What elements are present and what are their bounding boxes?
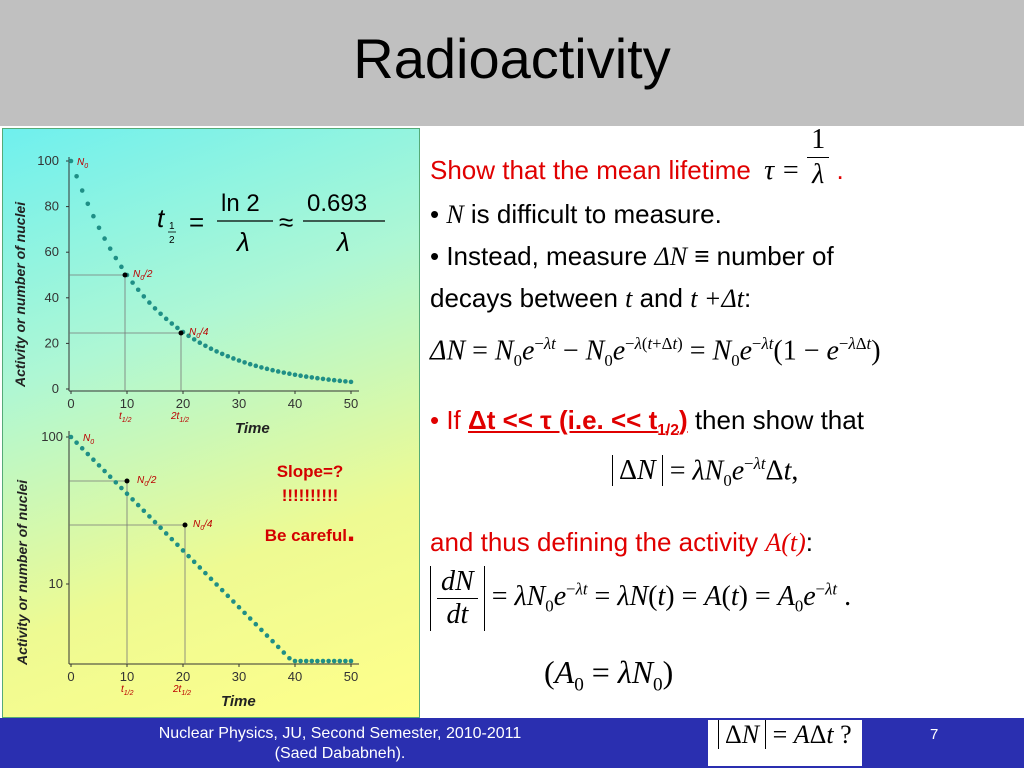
- bottom-x-tick-label: 40: [287, 669, 303, 684]
- bottom-decay-point: [91, 457, 96, 462]
- be-careful: Be careful.: [264, 515, 356, 548]
- bottom-decay-point: [326, 659, 331, 664]
- top-decay-point: [175, 326, 180, 331]
- footer-text: [60, 724, 620, 764]
- bottom-decay-point: [254, 622, 259, 627]
- top-decay-point: [298, 373, 303, 378]
- top-y-tick-label: 100: [37, 153, 59, 168]
- bullet-3: • If Δt << τ (i.e. << $t_{1/2}$) then show that: [430, 405, 864, 440]
- bottom-decay-point: [136, 503, 141, 508]
- svg-text:λ: λ: [337, 227, 350, 257]
- top-decay-point: [114, 256, 119, 261]
- top-decay-point: [270, 368, 275, 373]
- bottom-decay-point: [158, 525, 163, 530]
- top-x-tick-label: 40: [287, 396, 303, 411]
- top-decay-point: [242, 360, 247, 365]
- bottom-decay-point: [114, 480, 119, 485]
- top-decay-point: [265, 367, 270, 372]
- slope-exclaim: !!!!!!!!!!: [281, 486, 339, 505]
- top-y-tick-label: 80: [44, 198, 59, 214]
- top-y-label: Activity or number of nuclei: [12, 201, 28, 387]
- bottom-decay-point: [343, 659, 348, 664]
- bottom-decay-point: [220, 588, 225, 593]
- top-decay-point: [74, 174, 79, 179]
- bullet-2: • Instead, measure ΔN ≡ number of: [430, 241, 834, 271]
- top-decay-point: [119, 265, 124, 270]
- top-decay-point: [282, 370, 287, 375]
- a0-equation: $(A_0 = \lambda N_0)$: [544, 654, 674, 696]
- slope-question: Slope=?: [276, 462, 344, 481]
- top-decay-point: [231, 356, 236, 361]
- svg-text:1: 1: [169, 221, 175, 232]
- bottom-decay-point: [125, 491, 130, 496]
- bottom-decay-point: [349, 659, 354, 664]
- top-decay-point: [136, 287, 141, 292]
- halflife-formula: [157, 190, 385, 257]
- top-decay-point: [332, 378, 337, 383]
- top-decay-point: [209, 346, 214, 351]
- top-decay-point: [259, 365, 264, 370]
- top-decay-point: [86, 202, 91, 207]
- slope-note: [250, 460, 370, 548]
- svg-text:2: 2: [169, 235, 175, 246]
- top-decay-point: [214, 349, 219, 354]
- bottom-decay-point: [175, 542, 180, 547]
- svg-text:0.693: 0.693: [307, 190, 368, 217]
- bottom-x-tick-label: 20: [175, 669, 191, 684]
- bottom-t-half-label: $t_{1/2}$: [121, 684, 134, 697]
- top-x-tick-label: 20: [175, 396, 191, 411]
- svg-text:λ: λ: [237, 227, 250, 257]
- top-decay-point: [226, 354, 231, 359]
- bottom-decay-point: [231, 599, 236, 604]
- top-decay-point: [326, 377, 331, 382]
- bottom-decay-point: [259, 628, 264, 633]
- top-decay-point: [147, 300, 152, 305]
- bottom-decay-point: [282, 650, 287, 655]
- top-decay-point: [220, 352, 225, 357]
- bottom-decay-point: [74, 440, 79, 445]
- bottom-x-tick-label: 10: [119, 669, 135, 684]
- bottom-decay-point: [192, 560, 197, 565]
- bottom-decay-point: [321, 659, 326, 664]
- top-decay-point: [91, 214, 96, 219]
- top-decay-point: [304, 374, 309, 379]
- bottom-decay-point: [164, 531, 169, 536]
- top-decay-point: [349, 380, 354, 385]
- top-quarter-point: [179, 331, 184, 336]
- footer-course: Nuclear Physics, JU, Second Semester, 2010-2011: [158, 725, 522, 742]
- bottom-decay-point: [265, 633, 270, 638]
- bottom-decay-point: [338, 659, 343, 664]
- top-decay-point: [108, 246, 113, 251]
- bullet-1: • N is difficult to measure.: [430, 199, 722, 229]
- bottom-decay-point: [119, 486, 124, 491]
- bottom-decay-point: [142, 508, 147, 513]
- bottom-decay-point: [315, 659, 320, 664]
- bottom-decay-point: [80, 446, 85, 451]
- bottom-decay-point: [226, 594, 231, 599]
- top-decay-point: [321, 377, 326, 382]
- bullet-2-line2: decays between t and t +Δt:: [430, 283, 752, 313]
- bottom-x-tick-label: 0: [67, 669, 75, 684]
- bottom-decay-point: [97, 463, 102, 468]
- top-decay-point: [80, 188, 85, 193]
- bottom-decay-point: [242, 611, 247, 616]
- bottom-decay-point: [310, 659, 315, 664]
- top-decay-point: [287, 371, 292, 376]
- question-equation: ΔN = AΔt ?: [708, 720, 862, 766]
- top-y-tick-label: 20: [44, 335, 59, 351]
- slide-title: Radioactivity: [353, 27, 671, 90]
- svg-text:≈: ≈: [279, 207, 294, 237]
- top-decay-point: [170, 321, 175, 326]
- bottom-decay-point: [287, 656, 292, 661]
- bottom-y-label: Activity or number of nuclei: [14, 479, 30, 665]
- bottom-decay-point: [102, 469, 107, 474]
- bottom-decay-point: [237, 605, 242, 610]
- bottom-decay-point: [130, 497, 135, 502]
- top-decay-point: [153, 306, 158, 311]
- bottom-x-label: Time: [221, 693, 256, 710]
- bottom-decay-point: [248, 616, 253, 621]
- bottom-decay-point: [153, 520, 158, 525]
- bottom-decay-point: [108, 474, 113, 479]
- top-y-tick-label: 0: [51, 381, 59, 396]
- top-decay-point: [248, 362, 253, 367]
- bottom-x-tick-label: 50: [343, 669, 359, 684]
- bottom-decay-point: [270, 639, 275, 644]
- top-decay-point: [164, 317, 169, 322]
- top-decay-point: [142, 294, 147, 299]
- bottom-decay-point: [147, 514, 152, 519]
- top-x-tick-label: 30: [231, 396, 247, 411]
- top-decay-point: [158, 311, 163, 316]
- top-n0-half-label: $N_0/2$: [133, 269, 153, 282]
- activity-line: and thus defining the activity A(t):: [430, 527, 813, 557]
- top-decay-point: [315, 376, 320, 381]
- top-half-point: [123, 273, 128, 278]
- top-decay-point: [237, 358, 242, 363]
- top-decay-point: [276, 369, 281, 374]
- top-x-tick-label: 10: [119, 396, 135, 411]
- bottom-decay-point: [186, 554, 191, 559]
- bottom-decay-point: [86, 452, 91, 457]
- bottom-n0-quarter-label: $N_0/4$: [193, 519, 213, 532]
- bottom-decay-point: [332, 659, 337, 664]
- top-x-label: Time: [235, 420, 270, 437]
- top-n0-label: $N_0$: [77, 157, 89, 170]
- top-decay-point: [203, 344, 208, 349]
- bottom-n0-half-label: $N_0/2$: [137, 475, 157, 488]
- footer-author: (Saed Dababneh).: [274, 745, 406, 762]
- delta-n-equation: $\Delta N = N_0e^{-\lambda t} - N_0e^{-\lambda(t+\Delta t)} = N_0e^{-\lambda t}(1 - e^{-\lambda\Delta t})$: [430, 334, 881, 370]
- bottom-decay-point: [181, 548, 186, 553]
- bottom-decay-point: [276, 645, 281, 650]
- bullet-3-condition: Δt << τ (i.e. << $t_{1/2}$): [468, 405, 688, 440]
- activity-equation: $\frac{dN}{dt}$ = $\lambda N_0e^{-\lambda t} = \lambda N(t) = A(t) = A_0e^{-\lambda t}$ .: [430, 566, 851, 631]
- top-decay-point: [130, 280, 135, 285]
- bottom-x-tick-label: 30: [231, 669, 247, 684]
- bottom-decay-point: [214, 582, 219, 587]
- top-y-tick-label: 40: [44, 289, 59, 305]
- top-x-tick-label: 50: [343, 396, 359, 411]
- top-decay-point: [97, 225, 102, 230]
- graph-panel: [2, 128, 420, 718]
- top-n0-quarter-label: $N_0/4$: [189, 327, 209, 340]
- bottom-quarter-point: [183, 523, 188, 528]
- bottom-decay-point: [209, 577, 214, 582]
- top-decay-point: [293, 372, 298, 377]
- mean-lifetime-line: Show that the mean lifetime τ = $\frac{1}{\lambda}$ .: [430, 123, 844, 190]
- decay-graphs: [3, 129, 419, 717]
- top-decay-point: [69, 159, 74, 164]
- bottom-decay-point: [198, 565, 203, 570]
- bottom-y-tick-label: 10: [48, 576, 63, 591]
- svg-text:ln 2: ln 2: [221, 190, 260, 217]
- top-decay-point: [198, 340, 203, 345]
- svg-text:t: t: [157, 203, 165, 233]
- top-y-tick-label: 60: [44, 244, 59, 260]
- top-2t-half-label: $2t_{1/2}$: [171, 411, 190, 424]
- bottom-y-tick-label: 100: [41, 429, 63, 444]
- abs-delta-n-equation: $\Delta N = \lambda N_0e^{-\lambda t}\Delta t$,: [612, 454, 798, 491]
- top-x-tick-label: 0: [67, 396, 75, 411]
- svg-text:=: =: [189, 207, 205, 237]
- bottom-half-point: [125, 479, 130, 484]
- bottom-n0-label: $N_0$: [83, 433, 95, 446]
- bottom-decay-point: [203, 571, 208, 576]
- top-decay-point: [254, 364, 259, 369]
- top-decay-point: [310, 375, 315, 380]
- top-decay-point: [102, 236, 107, 241]
- top-decay-point: [338, 379, 343, 384]
- bottom-decay-point: [293, 659, 298, 664]
- top-t-half-label: $t_{1/2}$: [119, 411, 132, 424]
- top-decay-point: [343, 379, 348, 384]
- bottom-decay-point: [304, 659, 309, 664]
- page-number: 7: [930, 726, 939, 743]
- bottom-decay-point: [298, 659, 303, 664]
- bottom-decay-point: [170, 537, 175, 542]
- tau-fraction: $\frac{1}{\lambda}$: [807, 123, 829, 192]
- bottom-decay-point: [69, 435, 74, 440]
- bottom-2t-half-label: $2t_{1/2}$: [173, 684, 192, 697]
